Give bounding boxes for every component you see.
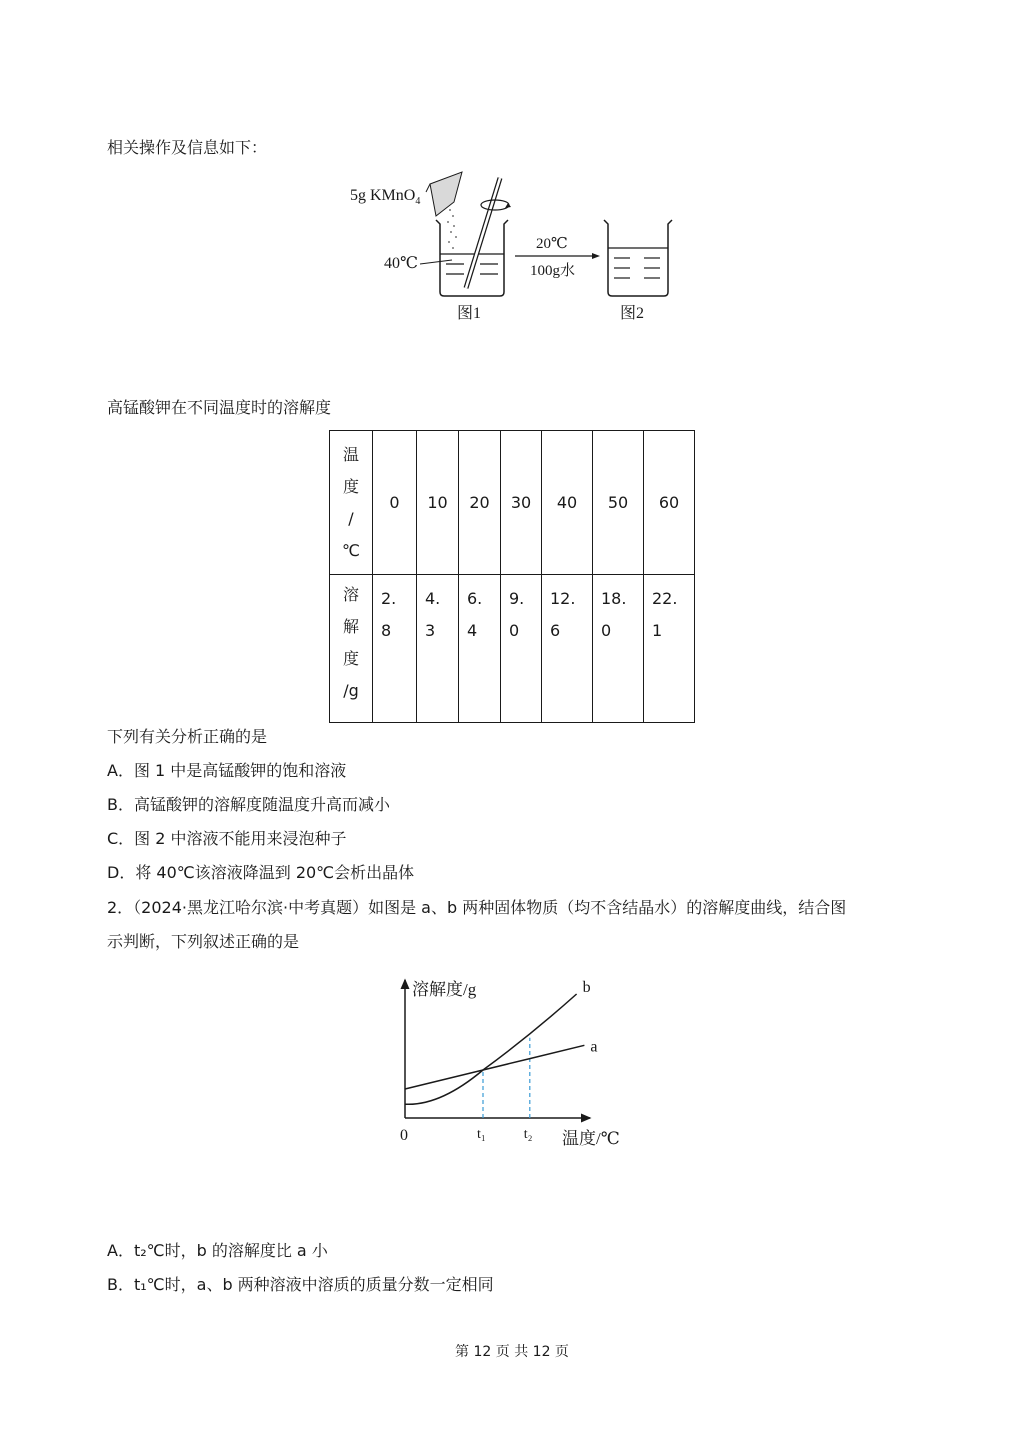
table-row-solubility (330, 575, 695, 723)
fig1-caption: 图1 (457, 305, 482, 322)
q2-option-b: B．t₁℃时，a、b 两种溶液中溶质的质量分数一定相同 (107, 1275, 494, 1294)
x-axis-label: 温度/℃ (562, 1129, 620, 1148)
arrow-top-label: 20℃ (536, 236, 568, 252)
beaker-figure (340, 160, 680, 330)
x-tick-label-2: t₂ (523, 1127, 533, 1142)
q1-option-d: D．将 40℃该溶液降温到 20℃会析出晶体 (107, 863, 415, 882)
series-b-curve (405, 994, 577, 1104)
beaker-1-icon (436, 220, 508, 296)
series-a-label: a (590, 1038, 598, 1056)
q2-stem-line1: 2．（2024·黑龙江哈尔滨·中考真题）如图是 a、b 两种固体物质（均不含结晶水）的溶解度曲线，结合图 (107, 898, 847, 917)
series-b-label: b (582, 979, 591, 996)
table-title: 高锰酸钾在不同温度时的溶解度 (107, 398, 332, 417)
q1-option-c: C．图 2 中溶液不能用来浸泡种子 (107, 829, 347, 848)
temp-cell: 10 (417, 431, 459, 575)
origin-label: 0 (400, 1127, 408, 1144)
x-tick-label-1: t₁ (477, 1127, 486, 1142)
y-axis-label: 溶解度/g (412, 980, 477, 999)
fig1-temp-label: 40℃ (384, 255, 418, 272)
temp-cell: 60 (644, 431, 695, 575)
table-row-temperature (330, 431, 695, 575)
temp-cell: 40 (542, 431, 593, 575)
arrow-bottom-label: 100g水 (530, 263, 576, 279)
paper-packet-icon (430, 172, 462, 216)
q2-option-a: A．t₂℃时，b 的溶解度比 a 小 (107, 1241, 328, 1260)
series-a-curve (405, 1045, 584, 1089)
q2-stem-line2: 示判断，下列叙述正确的是 (107, 932, 300, 951)
fig2-caption: 图2 (620, 305, 645, 322)
intro-text: 相关操作及信息如下： (107, 138, 268, 157)
temp-cell: 30 (501, 431, 542, 575)
solubility-cell: 9. 0 (501, 575, 542, 723)
row1-header: 温 度 / ℃ (330, 431, 373, 575)
q1-option-b: B．高锰酸钾的溶解度随温度升高而减小 (107, 795, 390, 814)
solubility-cell: 22. 1 (644, 575, 695, 723)
page-footer: 第 12 页 共 12 页 (455, 1344, 569, 1360)
temp-cell: 20 (459, 431, 501, 575)
solubility-cell: 2. 8 (373, 575, 417, 723)
temp-cell: 50 (593, 431, 644, 575)
particles-icon (447, 209, 457, 249)
reagent-label: 5g KMnO$_4$ (350, 187, 421, 207)
temp-cell: 0 (373, 431, 417, 575)
q1-option-a: A．图 1 中是高锰酸钾的饱和溶液 (107, 761, 347, 780)
row2-header: 溶 解 度 /g (330, 575, 373, 723)
solubility-curve-chart (390, 960, 640, 1155)
solubility-cell: 12. 6 (542, 575, 593, 723)
solubility-table (329, 430, 695, 723)
solubility-cell: 18. 0 (593, 575, 644, 723)
solubility-cell: 6. 4 (459, 575, 501, 723)
q1-prompt: 下列有关分析正确的是 (107, 727, 268, 746)
solubility-cell: 4. 3 (417, 575, 459, 723)
